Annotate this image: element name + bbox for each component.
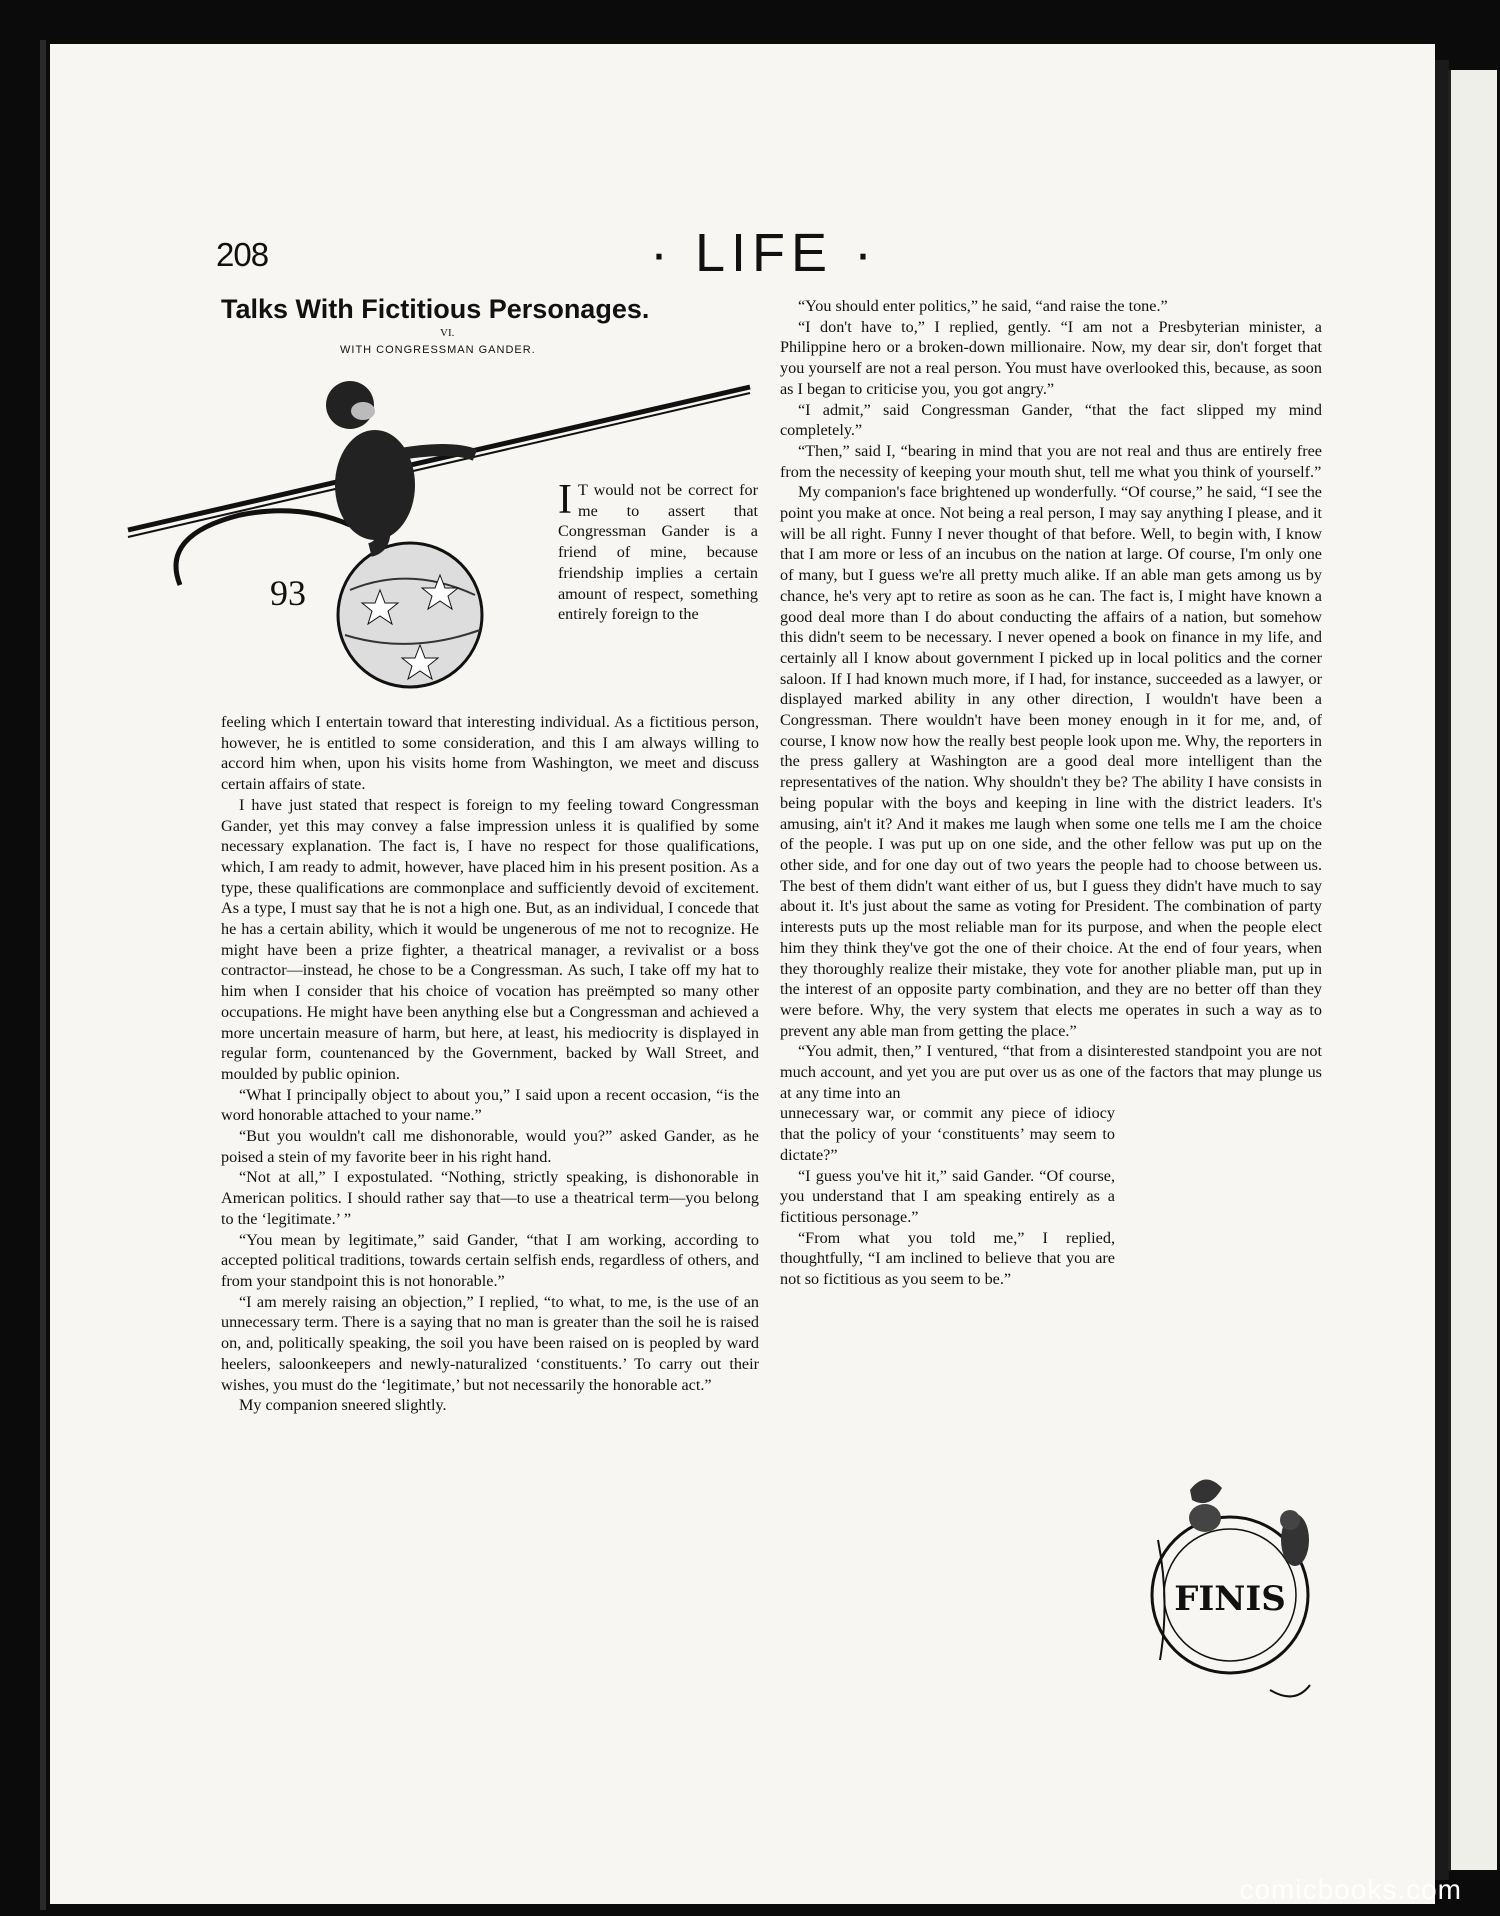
paragraph: “What I principally object to about you,” I said upon a recent occasion, “is the word honorable attached to your name.” — [221, 1085, 759, 1125]
page-number: 208 — [216, 236, 269, 273]
paragraph: “You mean by legitimate,” said Gander, “that I am working, according to accepted political traditions, towards certain selfish ends, regardless of others, and from your standpoint this is not honorable.” — [221, 1230, 759, 1290]
paragraph: “You should enter politics,” he said, “and raise the tone.” — [798, 297, 1168, 315]
next-page-edge — [1448, 70, 1497, 1870]
paragraph: “I admit,” said Congressman Gander, “that the fact slipped my mind completely.” — [780, 400, 1322, 440]
paragraph: unnecessary war, or commit any piece of idiocy that the policy of your ‘constituents’ may seem to dictate?” — [780, 1104, 1115, 1164]
paragraph: “I don't have to,” I replied, gently. “I am not a Presbyterian minister, a Philippine hero or a broken-down millionaire. Now, my dear sir, don't forget that you yourself are not a real person. You must have overlooked this, because, as soon as I began to criticise you, you got angry.” — [780, 317, 1322, 398]
paragraph: “Then,” said I, “bearing in mind that you are not real and thus are entirely free from the necessity of keeping your mouth shut, tell me what you think of yourself.” — [780, 441, 1322, 481]
finis-vignette — [1130, 1460, 1320, 1710]
article-column-left — [221, 712, 759, 1416]
paragraph: “From what you told me,” I replied, thoughtfully, “I am inclined to believe that you are not so fictitious as you seem to be.” — [780, 1228, 1115, 1289]
paragraph: “Not at all,” I expostulated. “Nothing, strictly speaking, is dishonorable in American politics. I should rather say that—to use a theatrical term—you belong to the ‘legitimate.’ ” — [221, 1168, 759, 1228]
paragraph: I have just stated that respect is foreign to my feeling toward Congressman Gander, yet this may convey a false impression unless it is qualified by some necessary explanation. The fact is, I have no respect for those qualifications, which, I am ready to admit, however, have placed him in his present position. As a type, these qualifications are commonplace and sufficiently devoid of excitement. As a type, I must say that he is not a high one. But, as an individual, I concede that he has a certain ability, which it would be ungenerous of me not to recognize. He might have been a prize fighter, a theatrical manager, a revivalist or a boss contractor—instead, he chose to be a Congressman. As such, I take off my hat to him when I consider that his choice of vocation has preëmpted so many other occupations. He might have been anything else but a Congressman and achieved a more uncertain measure of harm, but here, at least, his mediocrity is displayed in regular form, countenanced by the Government, backed by Wall Street, and moulded by public opinion. — [221, 795, 759, 1083]
masthead: · LIFE · — [650, 223, 879, 283]
paragraph: My companion's face brightened up wonderfully. “Of course,” he said, “I see the point you make at once. Not being a real person, I may say anything I please, and it will be all right. Funny I never thought of that before. Well, to begin with, I know that I am more or less of an incubus on the nation at large. Of course, I'm only one of many, but I guess we're all pretty much alike. If an able man gets among us by chance, he's very apt to retire as soon as he can. The fact is, I might have known a good deal more than I do about conducting the affairs of a nation, but somehow this didn't seem to be necessary. I never opened a book on finance in my life, and certainly all I know about government I picked up in local politics and the corner saloon. If I had known much more, if I had, for instance, succeeded as a lawyer, or displayed marked ability in any other direction, I wouldn't have been a Congressman. There wouldn't have been money enough in it for me, and, of course, I know now how the really best people look upon me. Why, the reporters in the press gallery at Washington are a good deal more intelligent than the representatives of the nation. Why shouldn't they be? The ability I have consists in being popular with the boys and keeping in line with the district leaders. It's amusing, ain't it? And it makes me laugh when some one tells me I am the choice of the people. I was put up on one side, and the other fellow was put up on the other side, and for one day out of two years the people had to choose between us. The best of them didn't want either of us, but I guess they didn't have much to say about it. It's just about the same as voting for President. The combination of party interests puts up the most reliable man for its purpose, and when the people elect him they think they've got the one of their choice. At the end of four years, when they thoroughly realize their mistake, they vote for another pliable man, put up in the interest of an opposite party combination, and they are no better off than they were before. Why, the very system that elects me operates in such a way as to prevent any able man from getting the place.” — [780, 483, 1322, 1040]
paragraph: feeling which I entertain toward that interesting individual. As a fictitious person, however, he is entitled to some consideration, and this I am always willing to accord him when, upon his visits home from Washington, we meet and discuss certain affairs of state. — [221, 713, 759, 794]
page-edge — [40, 40, 46, 1910]
finis-label: FINIS — [1174, 1579, 1286, 1619]
intro-text: T would not be correct for me to assert that Congressman Gander is a friend of mine, because friendship implies a certain amount of respect, something entirely foreign to the — [558, 481, 758, 624]
book-spine — [1435, 60, 1449, 1880]
svg-text:93: 93 — [270, 573, 306, 613]
paragraph: “I am merely raising an objection,” I replied, “to what, to me, is the use of an unnecessary term. There is a saying that no man is greater than the soil he is raised on, and, politically speaking, the soil you have been raised on is peopled by ward heelers, saloonkeepers and newly-naturalized ‘constituents.’ To carry out their wishes, you must do the ‘legitimate,’ but not necessarily the honorable act.” — [221, 1292, 759, 1394]
article-column-right — [780, 296, 1322, 1290]
article-intro — [558, 477, 758, 625]
drop-cap: I — [558, 477, 572, 523]
article-title: Talks With Fictitious Personages. — [221, 294, 650, 324]
paragraph: My companion sneered slightly. — [239, 1396, 447, 1415]
paragraph: “But you wouldn't call me dishonorable, would you?” asked Gander, as he poised a stein of my favorite beer in his right hand. — [221, 1127, 759, 1166]
article-subtitle: WITH CONGRESSMAN GANDER. — [340, 344, 536, 356]
narrow-column-block — [780, 1103, 1115, 1289]
watermark: comicbooks.com — [1239, 1874, 1462, 1905]
paragraph: “You admit, then,” I ventured, “that from a disinterested standpoint you are not much account, and yet you are put over us as one of the factors that may plunge us at any time into an — [780, 1042, 1322, 1102]
paragraph: “I guess you've hit it,” said Gander. “Of course, you understand that I am speaking entirely as a fictitious personage.” — [780, 1166, 1115, 1226]
article-number: VI. — [440, 327, 455, 339]
